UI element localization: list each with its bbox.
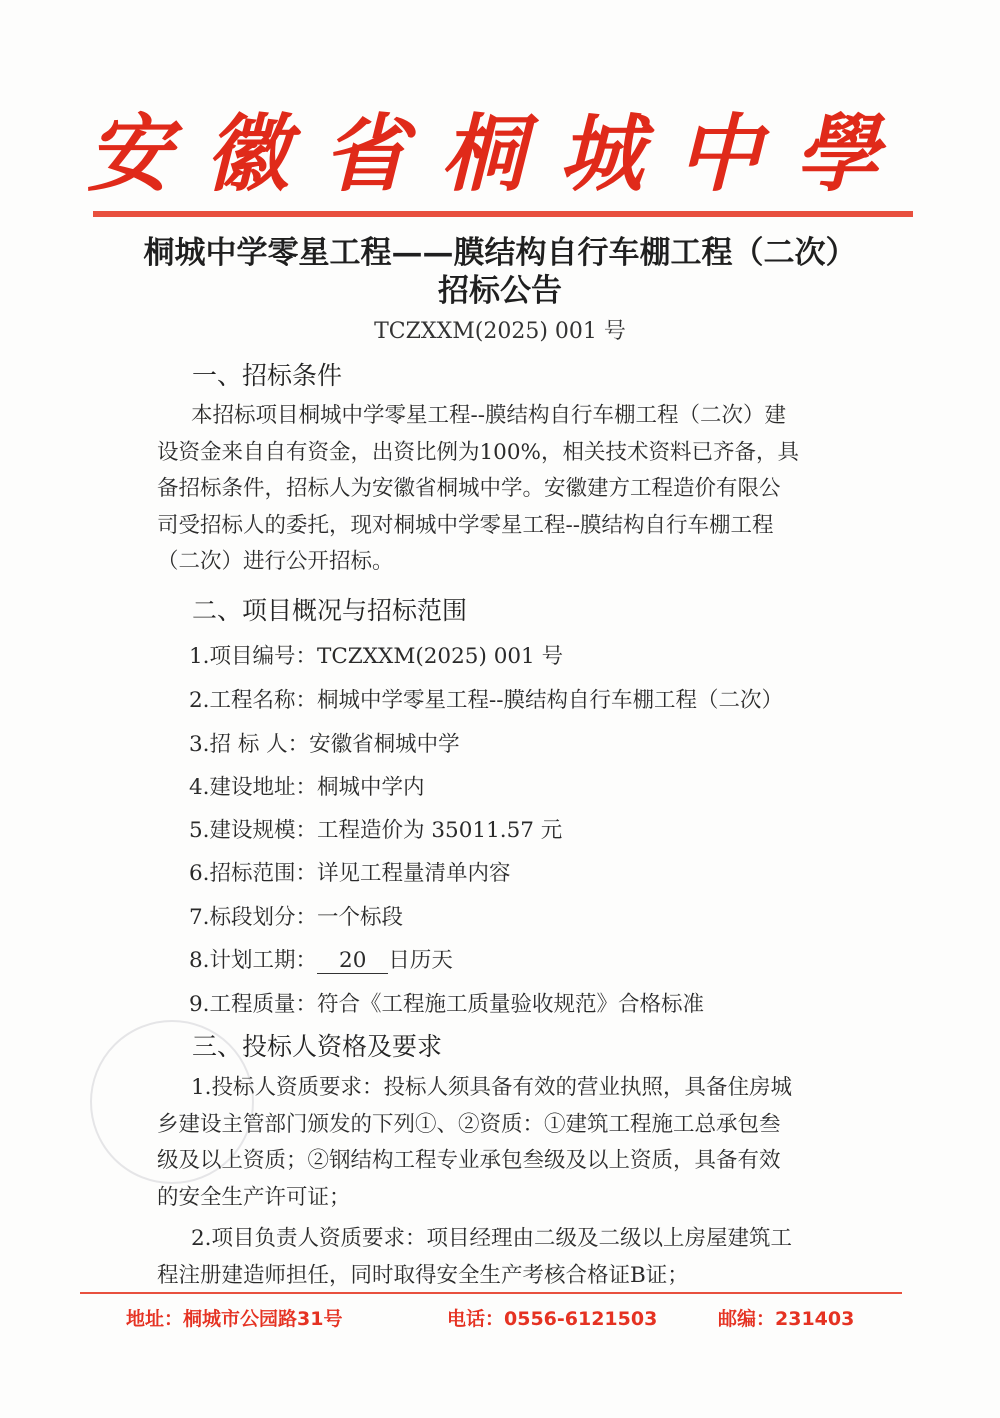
section2-quality: 9.工程质量：符合《工程施工质量验收规范》合格标准 <box>189 992 705 1017</box>
section2-item: 5.建设规模：工程造价为 35011.57 元 <box>189 818 563 843</box>
section3-heading: 三、投标人资格及要求 <box>192 1032 443 1061</box>
footer-address: 地址：桐城市公园路31号 <box>126 1308 343 1330</box>
planned-period-days: 20 <box>317 948 388 974</box>
section3-line: 的安全生产许可证； <box>157 1184 351 1210</box>
section1-line: 本招标项目桐城中学零星工程--膜结构自行车棚工程（二次）建 <box>191 403 787 428</box>
section2-item: 2.工程名称：桐城中学零星工程--膜结构自行车棚工程（二次） <box>189 688 784 713</box>
section3-paragraph2 <box>157 1221 847 1294</box>
notice-title-line1: 桐城中学零星工程——膜结构自行车棚工程（二次） <box>143 235 857 271</box>
section2-item: 6.招标范围：详见工程量清单内容 <box>189 861 511 886</box>
section2-item: 4.建设地址：桐城中学内 <box>189 775 425 800</box>
letterhead-divider <box>93 211 913 217</box>
footer-postcode: 邮编：231403 <box>718 1308 855 1330</box>
section3-line: 程注册建造师担任，同时取得安全生产考核合格证B证； <box>157 1262 689 1288</box>
section1-line: 设资金来自自有资金，出资比例为100%，相关技术资料已齐备，具 <box>157 439 799 465</box>
footer-divider <box>80 1292 902 1294</box>
section1-line: 司受招标人的委托，现对桐城中学零星工程--膜结构自行车棚工程 <box>157 512 774 538</box>
letterhead-school-name: 安徽省桐城中學 <box>86 104 913 203</box>
section1-heading: 一、招标条件 <box>192 361 343 390</box>
planned-period <box>189 943 453 974</box>
section2-heading: 二、项目概况与招标范围 <box>192 596 468 625</box>
section3-line: 级及以上资质；②钢结构工程专业承包叁级及以上资质，具备有效 <box>157 1148 781 1173</box>
section1-line: （二次）进行公开招标。 <box>157 549 394 574</box>
section3-line: 乡建设主管部门颁发的下列①、②资质：①建筑工程施工总承包叁 <box>157 1111 781 1137</box>
planned-period-label: 8.计划工期： <box>189 948 318 973</box>
section3-line: 1.投标人资质要求：投标人须具备有效的营业执照，具备住房城 <box>191 1075 793 1100</box>
planned-period-unit: 日历天 <box>388 948 453 973</box>
section3-paragraph1 <box>157 1070 847 1216</box>
notice-title-line2: 招标公告 <box>438 273 562 309</box>
section2-item: 3.招 标 人：安徽省桐城中学 <box>189 732 460 757</box>
section2-item: 1.项目编号：TCZXXM(2025) 001 号 <box>189 644 564 669</box>
footer-phone: 电话：0556-6121503 <box>447 1308 658 1330</box>
section2-item: 7.标段划分：一个标段 <box>189 905 404 930</box>
section3-line: 2.项目负责人资质要求：项目经理由二级及二级以上房屋建筑工 <box>191 1226 793 1251</box>
section1-line: 备招标条件，招标人为安徽省桐城中学。安徽建方工程造价有限公 <box>157 476 781 501</box>
doc-number: TCZXXM(2025) 001 号 <box>374 319 626 344</box>
section1-paragraph <box>157 398 847 581</box>
